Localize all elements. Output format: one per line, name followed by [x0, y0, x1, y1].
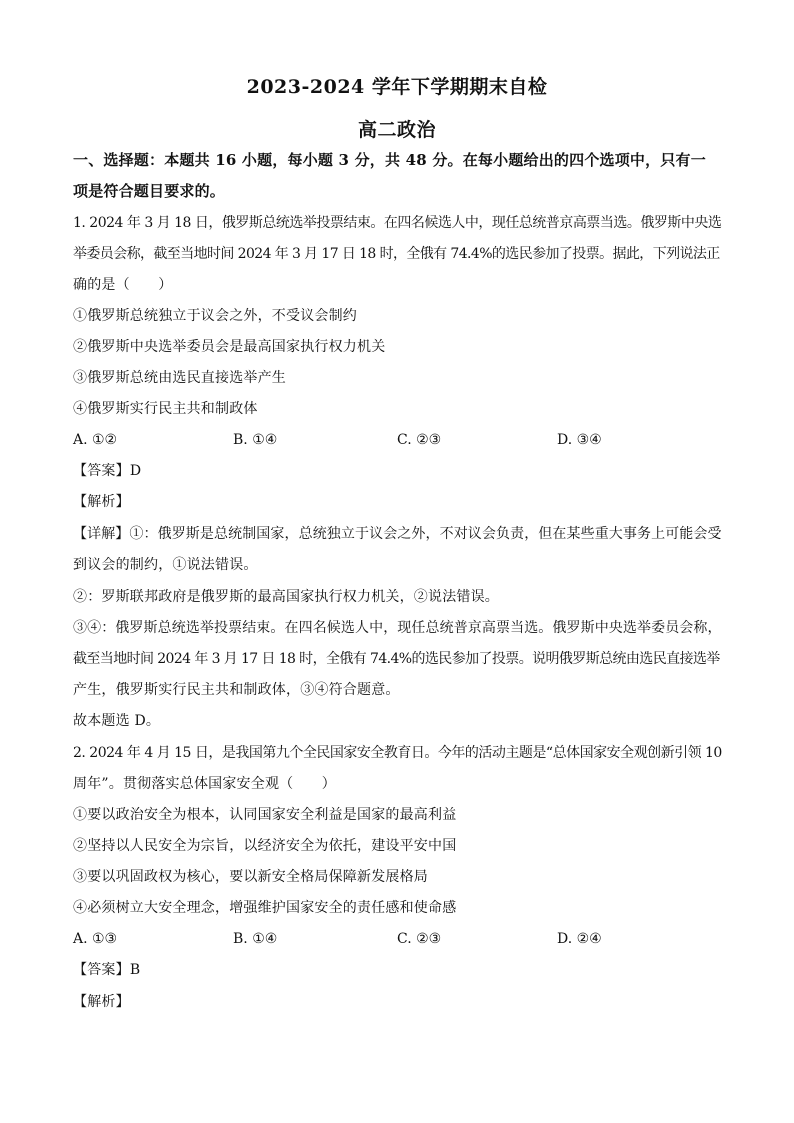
q1-answer — [73, 461, 723, 481]
q1-item-3: ③俄罗斯总统由选民直接选举产生 — [73, 370, 286, 386]
q2-item-2: ②坚持以人民安全为宗旨，以经济安全为依托，建设平安中国 — [73, 838, 457, 854]
page-subtitle: 高二政治 — [357, 119, 436, 141]
q1-stem-line1: 1. 2024 年 3 月 18 日，俄罗斯总统选举投票结束。在四名候选人中，现任总统普京高票当选。俄罗斯中央选 — [73, 215, 722, 231]
q1-option-d: D. ③④ — [557, 432, 602, 448]
page-title: 2023-2024 学年下学期期末自检 — [246, 76, 548, 98]
q1-detail-line4: ③④：俄罗斯总统选举投票结束。在四名候选人中，现任总统普京高票当选。俄罗斯中央选举委员会称， — [73, 620, 722, 636]
q1-stem-line2: 举委员会称，截至当地时间 2024 年 3 月 17 日 18 时，全俄有 74.4%的选民参加了投票。据此，下列说法正 — [73, 246, 720, 262]
q1-stem-line3: 确的是（ ） — [73, 277, 173, 293]
q1-answer-tag: 【答案】 — [73, 463, 130, 479]
q2-answer — [73, 960, 723, 980]
q1-detail-tag: 【详解】 — [73, 526, 130, 542]
q1-answer-value: D — [129, 463, 142, 479]
q1-detail-line6: 产生，俄罗斯实行民主共和制政体，③④符合题意。 — [73, 682, 400, 698]
q1-detail-line3: ②：罗斯联邦政府是俄罗斯的最高国家执行权力机关，②说法错误。 — [73, 589, 499, 605]
section-heading-line2: 项是符合题目要求的。 — [73, 182, 226, 200]
q2-option-d: D. ②④ — [557, 931, 602, 947]
q2-option-b: B. ①④ — [233, 931, 278, 947]
q1-item-1: ①俄罗斯总统独立于议会之外，不受议会制约 — [73, 308, 357, 324]
q1-option-b: B. ①④ — [233, 432, 278, 448]
q1-option-c: C. ②③ — [397, 432, 442, 448]
q1-detail-line5: 截至当地时间 2024 年 3 月 17 日 18 时，全俄有 74.4%的选民参加了投票。说明俄罗斯总统由选民直接选举 — [73, 651, 720, 667]
section-heading-line1: 一、选择题：本题共 16 小题，每小题 3 分，共 48 分。在每小题给出的四个选项中，只有一 — [73, 151, 706, 169]
q1-item-4: ④俄罗斯实行民主共和制政体 — [73, 401, 258, 417]
q1-detail-text1: ①：俄罗斯是总统制国家，总统独立于议会之外，不对议会负责，但在某些重大事务上可能会受 — [129, 526, 722, 542]
q2-option-c: C. ②③ — [397, 931, 442, 947]
q2-stem-line2: 周年”。贯彻落实总体国家安全观（ ） — [73, 776, 336, 792]
q2-answer-tag: 【答案】 — [73, 962, 130, 978]
q1-analysis-tag: 【解析】 — [73, 494, 130, 510]
q2-item-1: ①要以政治安全为根本，认同国家安全利益是国家的最高利益 — [73, 807, 457, 823]
q1-option-a: A. ①② — [73, 432, 118, 448]
q1-detail-line2: 到议会的制约，①说法错误。 — [73, 557, 258, 573]
q2-item-3: ③要以巩固政权为核心，要以新安全格局保障新发展格局 — [73, 869, 428, 885]
q2-item-4: ④必须树立大安全理念，增强维护国家安全的责任感和使命感 — [73, 900, 457, 916]
q2-stem-line1: 2. 2024 年 4 月 15 日，是我国第九个全民国家安全教育日。今年的活动主题是“总体国家安全观创新引领 10 — [73, 745, 722, 761]
q1-item-2: ②俄罗斯中央选举委员会是最高国家执行权力机关 — [73, 339, 386, 355]
q1-detail-line1 — [73, 524, 723, 544]
q2-option-a: A. ①③ — [73, 931, 118, 947]
q2-answer-value: B — [129, 962, 141, 978]
q2-analysis-tag: 【解析】 — [73, 994, 130, 1010]
q1-conclusion: 故本题选 D。 — [73, 713, 161, 729]
